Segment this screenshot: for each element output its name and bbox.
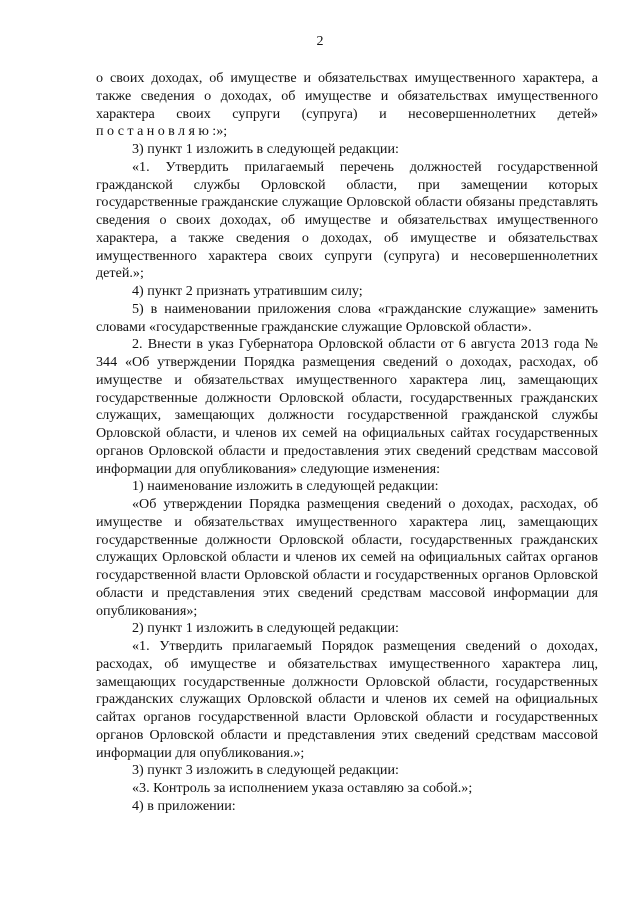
paragraph: «1. Утвердить прилагаемый перечень должностей государственной гражданской службы Орловской области, при замещении которых государственные гражданские служащие Орловской области обязаны представлять сведения о своих доходах, об имуществе и обязательствах имущественного характера, а также сведения о доходах, об имуществе и обязательствах имущественного характера своих супруги (супруга) и несовершеннолетних детей.»; (96, 158, 598, 282)
paragraph: 3) пункт 1 изложить в следующей редакции: (132, 141, 399, 157)
paragraph: 2. Внести в указ Губернатора Орловской области от 6 августа 2013 года № 344 «Об утверждении Порядка размещения сведений о доходах, расходах, об имуществе и обязательствах имущественного характера лиц, замещающих государственные должности Орловской области, государственных гражданских служащих, замещающих должности государственной гражданской службы Орловской области, и членов их семей на официальных сайтах государственных органов Орловской области и предоставления этих сведений средствам массовой информации для опубликования» следующие изменения: (96, 336, 598, 477)
paragraph: 5) в наименовании приложения слова «гражданские служащие» заменить словами «государственные гражданские служащие Орловской области». (96, 300, 598, 335)
paragraph-text: о своих доходах, об имуществе и обязательствах имущественного характера, а также сведения о доходах, об имуществе и обязательствах имущественного характера своих супруги (супруга) и несовершеннолетних детей» (96, 70, 598, 122)
paragraph: 3) пункт 3 изложить в следующей редакции: (132, 762, 399, 779)
paragraph: «Об утверждении Порядка размещения сведений о доходах, расходах, об имуществе и обязательствах имущественного характера лиц, замещающих государственные должности Орловской области, государственных гражданских служащих Орловской области и членов их семей на официальных сайтах органов государственной власти Орловской области и государственных органов Орловской области и представления этих сведений средствам массовой информации для опубликования»; (96, 496, 598, 619)
paragraph: «1. Утвердить прилагаемый Порядок размещения сведений о доходах, расходах, об имуществе и обязательствах имущественного характера лиц, замещающих государственные должности Орловской области, государственных гражданских служащих Орловской области и членов их семей на официальных сайтах органов государственной власти Орловской области и государственных органов Орловской области и представления этих сведений средствам массовой информации для опубликования.»; (96, 638, 598, 761)
page-number: 2 (316, 34, 324, 49)
decree-word-tail: :»; (212, 123, 228, 140)
paragraph-continuation (96, 70, 598, 141)
document-body (96, 70, 598, 816)
paragraph: «3. Контроль за исполнением указа оставляю за собой.»; (132, 780, 473, 796)
paragraph: 1) наименование изложить в следующей редакции: (132, 478, 439, 495)
paragraph: 4) пункт 2 признать утратившим силу; (132, 283, 363, 299)
paragraph: 2) пункт 1 изложить в следующей редакции: (132, 620, 399, 637)
decree-word: постановляю (96, 123, 213, 140)
paragraph: 4) в приложении: (132, 797, 236, 814)
